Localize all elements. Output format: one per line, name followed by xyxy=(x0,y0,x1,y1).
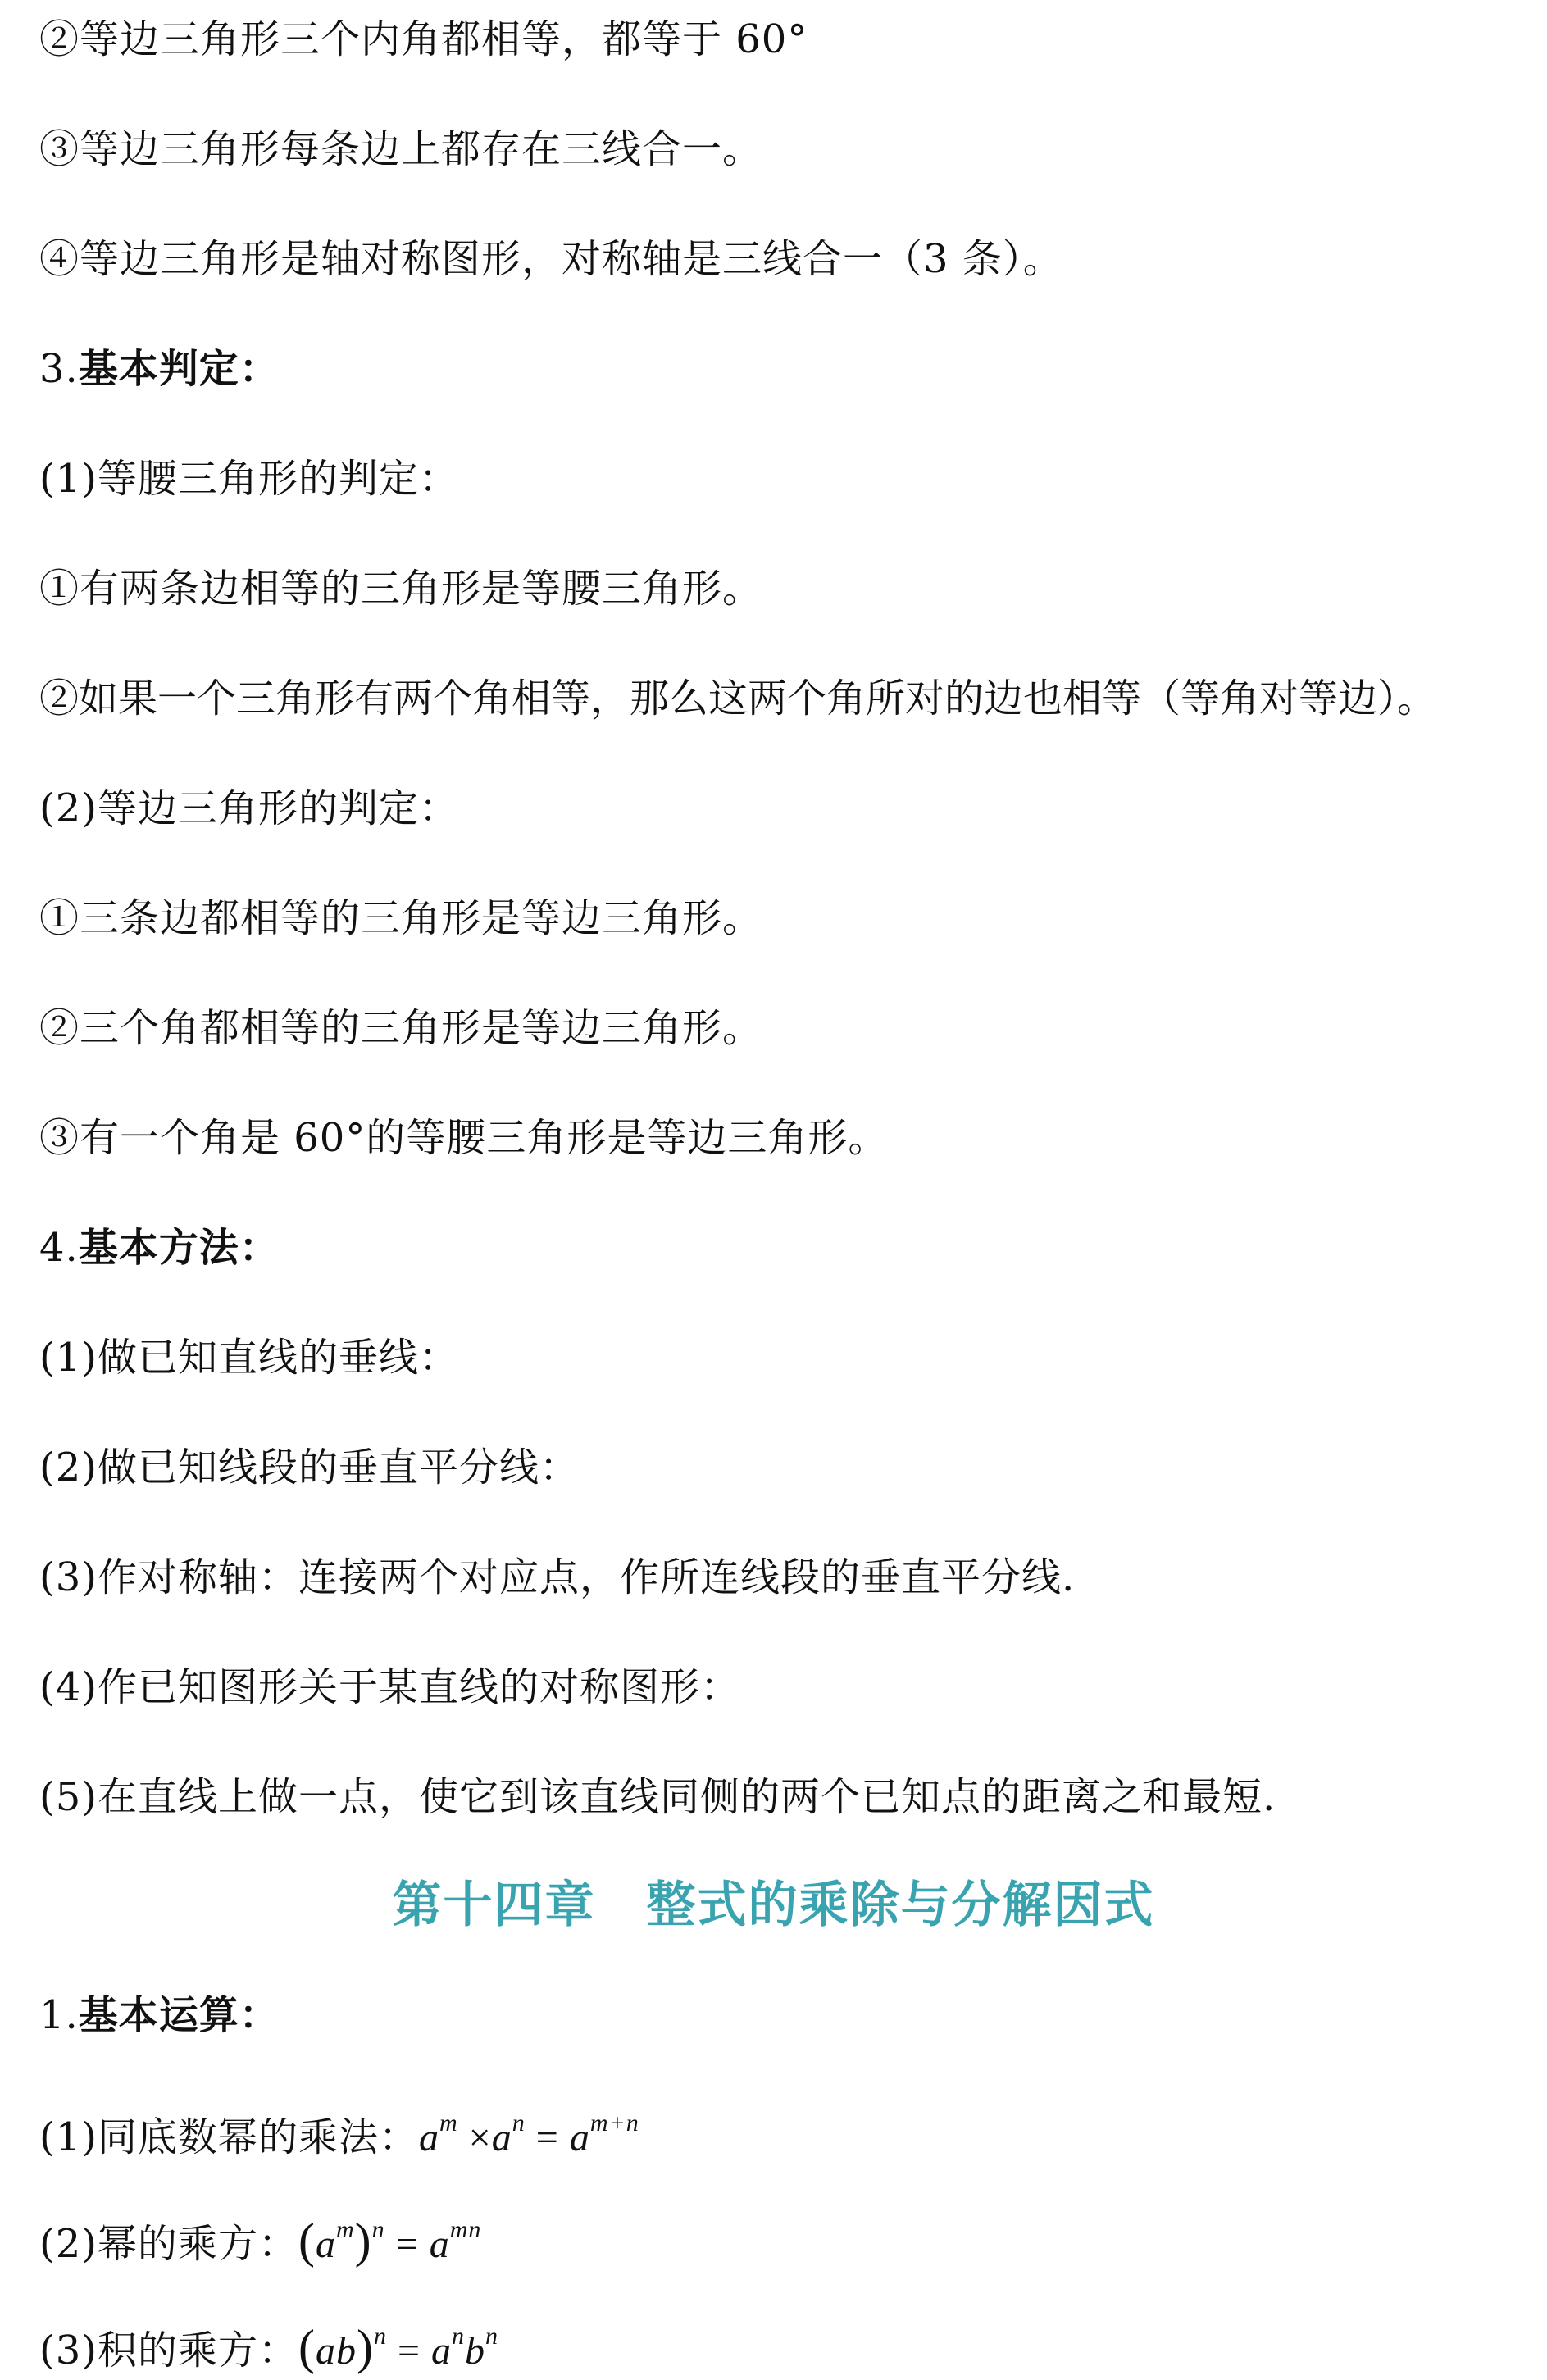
section-heading xyxy=(39,344,280,394)
text-line: (2)做已知线段的垂直平分线： xyxy=(39,1445,580,1490)
text-line: (1)等腰三角形的判定： xyxy=(39,456,459,502)
section-title: 基本方法： xyxy=(78,1225,280,1271)
formula-label: (3)积的乘方： xyxy=(39,2328,298,2373)
section-number: 3. xyxy=(39,346,79,392)
formula-line xyxy=(39,2205,481,2269)
section-number: 4. xyxy=(39,1225,79,1271)
formula-line xyxy=(39,2099,639,2163)
text-line: (1)做已知直线的垂线： xyxy=(39,1335,459,1381)
text-line: (5)在直线上做一点，使它到该直线同侧的两个已知点的距离之和最短. xyxy=(39,1774,1276,1820)
section-title: 基本运算： xyxy=(78,1992,280,2038)
formula: $(ab)^n = a^nb^n$ xyxy=(298,2320,499,2374)
text-line: (4)作已知图形关于某直线的对称图形： xyxy=(39,1664,740,1710)
text-line: ②等边三角形三个内角都相等，都等于 60° xyxy=(39,16,808,62)
text-line: ②如果一个三角形有两个角相等，那么这两个角所对的边也相等（等角对等边）。 xyxy=(39,676,1437,721)
section-heading xyxy=(39,1991,280,2040)
text-line: (2)等边三角形的判定： xyxy=(39,785,459,831)
section-number: 1. xyxy=(39,1992,79,2038)
formula-label: (1)同底数幂的乘法： xyxy=(39,2114,419,2160)
formula-label: (2)幂的乘方： xyxy=(39,2221,298,2267)
formula-line xyxy=(39,2312,498,2376)
text-line: ①有两条边相等的三角形是等腰三角形。 xyxy=(39,566,763,612)
section-heading xyxy=(39,1223,280,1272)
text-line: ③有一个角是 60°的等腰三角形是等边三角形。 xyxy=(39,1115,889,1161)
text-line: (3)作对称轴：连接两个对应点，作所连线段的垂直平分线. xyxy=(39,1554,1076,1600)
formula: $a^m \times a^n = a^{m+n}$ xyxy=(419,2109,639,2159)
text-line: ④等边三角形是轴对称图形，对称轴是三线合一（3 条）。 xyxy=(39,236,1063,282)
chapter-title: 第十四章 整式的乘除与分解因式 xyxy=(392,1877,1155,1934)
text-line: ③等边三角形每条边上都存在三线合一。 xyxy=(39,126,763,172)
section-title: 基本判定： xyxy=(78,346,280,392)
text-line: ②三个角都相等的三角形是等边三角形。 xyxy=(39,1005,763,1051)
text-line: ①三条边都相等的三角形是等边三角形。 xyxy=(39,895,763,941)
formula: $(a^m)^n = a^{mn}$ xyxy=(298,2214,482,2268)
